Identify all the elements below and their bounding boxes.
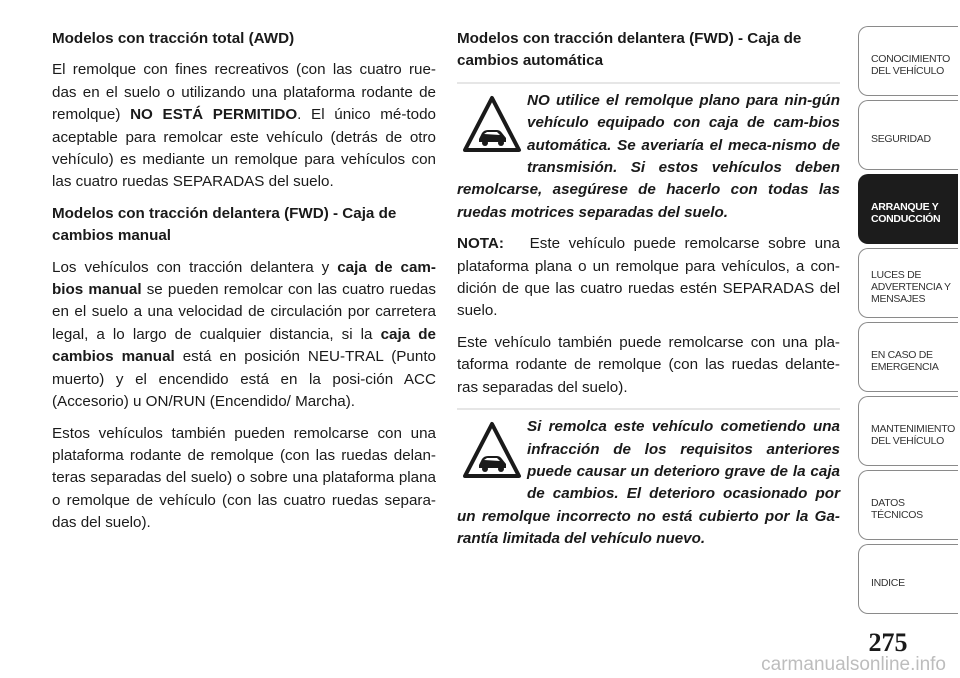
tab-conocimiento-del-vehiculo[interactable]: CONOCIMIENTO DEL VEHÍCULO bbox=[858, 26, 958, 96]
warning-box-2 bbox=[457, 408, 840, 550]
note-paragraph: NOTA: Este vehículo puede remolcarse sobre una plataforma plana o un remolque para vehículos, a con-dición de que las cuatro ruedas estén SEPARADAS del suelo. bbox=[457, 235, 840, 320]
tab-mantenimiento[interactable]: MANTENIMIENTO DEL VEHÍCULO bbox=[858, 396, 958, 466]
platform-paragraph-right: Este vehículo también puede remolcarse con una pla-taforma rodante de remolque (con las ruedas delante-ras separadas del suelo). bbox=[457, 333, 840, 396]
right-column bbox=[457, 28, 840, 560]
tab-arranque-y-conduccion[interactable]: ARRANQUE Y CONDUCCIÓN bbox=[858, 174, 958, 244]
left-column bbox=[52, 28, 436, 544]
tab-luces-de-advertencia[interactable]: LUCES DE ADVERTENCIA Y MENSAJES bbox=[858, 248, 958, 318]
warning-text-1: NO utilice el remolque plano para nin-gún vehículo equipado con caja de cam-bios automática. Se averiaría el meca-nismo de transmisión. Si estos vehículos deben remolcarse, asegúrese de hacerlo con todas las ruedas motrices separadas del suelo. bbox=[457, 91, 840, 221]
tab-indice[interactable]: INDICE bbox=[858, 544, 958, 614]
warning-box-1 bbox=[457, 82, 840, 224]
manual-paragraph: Los vehículos con tracción delantera y caja de cam-bios manual se pueden remolcar con las cuatro ruedas en el suelo a una velocidad de circulación por carretera legal, a lo largo de cualquier distancia, si la caja de cambios manual está en posición NEU-TRAL (Punto muerto) y el encendido está en la posi-ción ACC (Accesorio) u ON/RUN (Encendido/ Marcha). bbox=[52, 258, 436, 411]
fwd-manual-heading: Modelos con tracción delantera (FWD) - Caja de cambios manual bbox=[52, 204, 397, 245]
awd-not-permitted: NO ESTÁ PERMITIDO bbox=[130, 106, 298, 124]
fwd-auto-heading: Modelos con tracción delantera (FWD) - Caja de cambios automática bbox=[457, 30, 802, 70]
tab-en-caso-de-emergencia[interactable]: EN CASO DE EMERGENCIA bbox=[858, 322, 958, 392]
tab-seguridad[interactable]: SEGURIDAD bbox=[858, 100, 958, 170]
watermark: carmanualsonline.info bbox=[761, 654, 946, 675]
section-tabs bbox=[858, 26, 958, 618]
warning-car-triangle-icon bbox=[461, 92, 523, 158]
platform-paragraph-left: Estos vehículos también pueden remolcarse con una plataforma rodante de remolque (con las ruedas delan-teras separadas del suelo) o sobre una plataforma plana o remolque de vehículo (con las cuatro ruedas separa-das del suelo). bbox=[52, 424, 436, 532]
warning-text-2: Si remolca este vehículo cometiendo una infracción de los requisitos anteriores puede causar un deterioro grave de la caja de cambios. El deterioro ocasionado por un remolque incorrecto no está cubierto por la Ga-rantía limitada del vehículo nuevo. bbox=[457, 418, 840, 548]
tab-datos-tecnicos[interactable]: DATOS TÉCNICOS bbox=[858, 470, 958, 540]
page-number: 275 bbox=[868, 628, 908, 657]
awd-heading: Modelos con tracción total (AWD) bbox=[52, 30, 295, 47]
warning-car-triangle-icon bbox=[461, 418, 523, 484]
awd-paragraph: El remolque con fines recreativos (con las cuatro rue-das en el suelo o utilizando una plataforma rodante de remolque) NO ESTÁ PERMITIDO. El único mé-todo aceptable para remolcar este vehículo (detrás de otro vehículo) es mediante un remolque para vehículos con las cuatro ruedas SEPARADAS del suelo. bbox=[52, 61, 436, 191]
